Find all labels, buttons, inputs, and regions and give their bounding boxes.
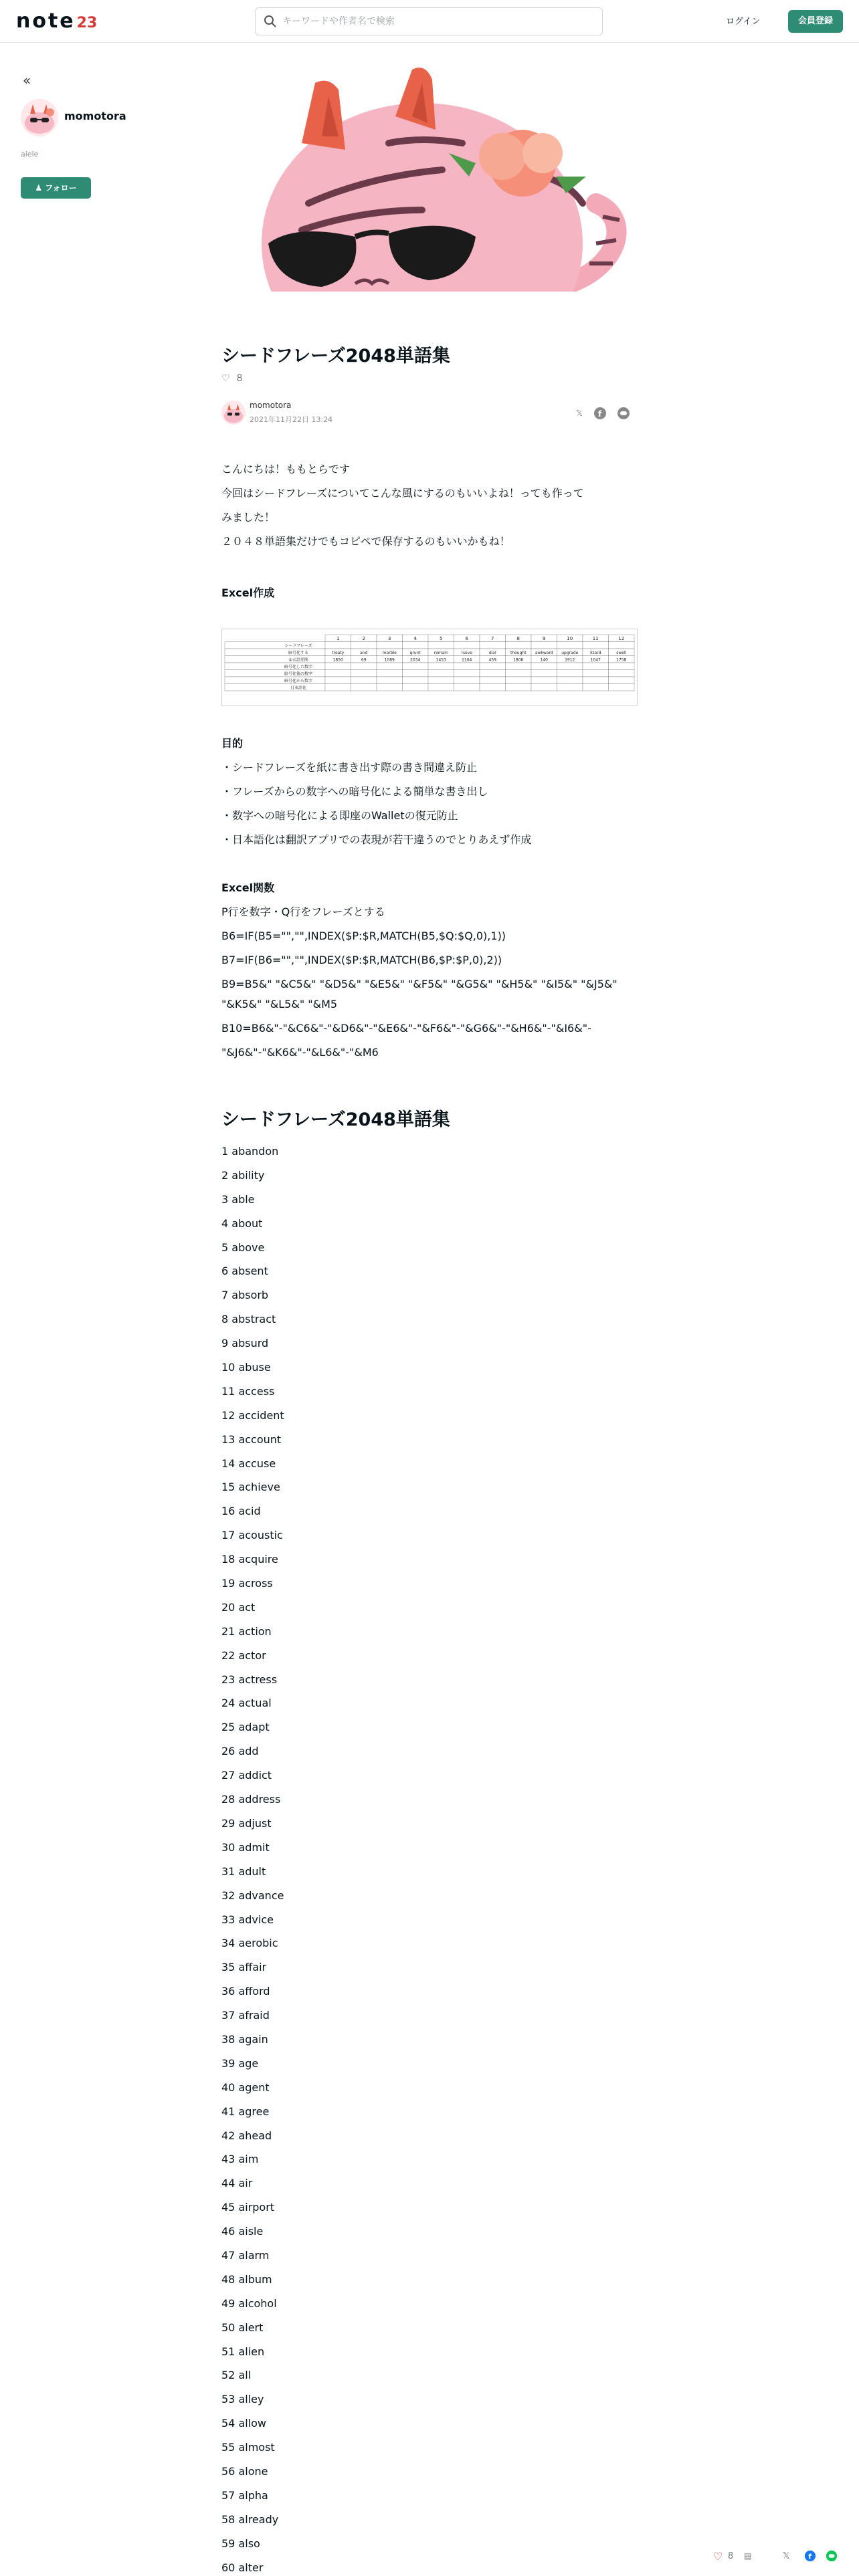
excel-row-label: 暗号化から数字: [284, 679, 313, 683]
excel-phrase-cell: upgrade: [561, 651, 579, 655]
excel-number-cell: 1850: [332, 657, 343, 663]
intro-line: みました！: [221, 511, 276, 524]
excel-row-label: 暗号化する: [288, 651, 309, 655]
excel-phrase-cell: lizard: [590, 651, 601, 655]
word-item: 45 airport: [221, 2201, 275, 2214]
excel-col-header: 9: [543, 636, 546, 641]
word-item: 36 afford: [221, 1985, 270, 1998]
excel-col-header: 6: [465, 636, 468, 641]
word-item: 44 air: [221, 2177, 253, 2190]
excel-number-cell: 1089: [384, 657, 395, 663]
excel-functions-heading: Excel関数: [221, 881, 275, 894]
word-item: 42 ahead: [221, 2129, 272, 2142]
intro-line: ２０４８単語集だけでもコピペで保存するのもいいかもね！: [221, 535, 510, 548]
word-item: 1 abandon: [221, 1145, 279, 1158]
word-item: 49 alcohol: [221, 2296, 277, 2310]
person-add-icon: ♟: [35, 183, 43, 193]
word-item: 6 absent: [221, 1265, 268, 1278]
line-share-icon[interactable]: [826, 2549, 838, 2563]
excel-col-header: 3: [388, 636, 391, 641]
floating-like-count: 8: [728, 2551, 734, 2561]
facebook-share-icon[interactable]: [804, 2549, 816, 2563]
follow-button[interactable]: ♟ フォロー: [21, 177, 91, 199]
function-line: B10=B6&"-"&C6&"-"&D6&"-"&E6&"-"&F6&"-"&G6&"-"&H6&"-"&I6&"-: [221, 1022, 591, 1035]
word-item: 19 across: [221, 1577, 273, 1590]
function-line: "&K5&" "&L5&" "&M5: [221, 998, 338, 1010]
svg-text:f: f: [598, 409, 602, 419]
word-item: 56 alone: [221, 2464, 268, 2478]
intro-line: 今回はシードフレーズについてこんな風にするのもいいよね！っても作って: [221, 487, 584, 500]
excel-number-cell: 1912: [565, 657, 575, 663]
excel-number-cell: 69: [361, 657, 367, 663]
excel-screenshot: [221, 629, 638, 706]
word-item: 16 acid: [221, 1505, 261, 1518]
word-item: 22 actor: [221, 1648, 266, 1662]
word-item: 46 aisle: [221, 2225, 264, 2238]
word-item: 2 ability: [221, 1168, 265, 1182]
excel-col-header: 4: [413, 636, 417, 641]
word-item: 34 aerobic: [221, 1937, 278, 1950]
x-share-icon[interactable]: 𝕏: [576, 409, 583, 418]
word-list: [221, 1144, 639, 2576]
word-item: 31 adult: [221, 1864, 266, 1878]
word-item: 21 action: [221, 1624, 272, 1638]
excel-phrase-cell: thought: [510, 651, 527, 655]
excel-phrase-cell: remain: [434, 651, 448, 655]
excel-phrase-cell: marble: [382, 651, 397, 655]
word-item: 37 afraid: [221, 2009, 270, 2022]
word-item: 33 advice: [221, 1913, 274, 1926]
excel-phrase-cell: grunt: [409, 651, 421, 655]
word-item: 15 achieve: [221, 1481, 280, 1494]
function-line: B6=IF(B5="","",INDEX($P:$R,MATCH(B5,$Q:$Q,0),1)): [221, 930, 506, 942]
excel-number-cell: 1806: [513, 657, 524, 663]
magazine-icon[interactable]: ▤: [744, 2551, 752, 2561]
word-item: 57 alpha: [221, 2488, 268, 2502]
heart-icon[interactable]: ♡: [713, 2549, 723, 2563]
excel-col-header: 8: [516, 636, 520, 641]
excel-number-cell: 1047: [590, 657, 601, 663]
function-line: B9=B5&" "&C5&" "&D5&" "&E5&" "&F5&" "&G5&" "&H5&" "&I5&" "&J5&": [221, 978, 617, 990]
word-item: 59 also: [221, 2537, 260, 2550]
excel-phrase-cell: naive: [461, 651, 472, 655]
excel-col-header: 10: [567, 636, 573, 641]
intro-line: こんにちは！ももとらです: [221, 463, 350, 475]
excel-phrase-cell: awkward: [535, 651, 553, 655]
excel-number-cell: 140: [540, 657, 548, 663]
like-count: 8: [236, 373, 243, 384]
author-mini-avatar[interactable]: [221, 401, 246, 425]
word-item: 54 allow: [221, 2417, 267, 2430]
excel-number-cell: 1453: [436, 657, 446, 663]
word-item: 3 able: [221, 1192, 255, 1206]
excel-number-cell: 2034: [410, 657, 421, 663]
word-item: 35 affair: [221, 1961, 267, 1974]
sidebar-author-name[interactable]: momotora: [64, 110, 126, 122]
function-line: P行を数字・Q行をフレーズとする: [221, 905, 385, 918]
excel-phrase-cell: and: [360, 651, 368, 655]
word-item: 52 all: [221, 2369, 252, 2382]
word-item: 30 admit: [221, 1840, 270, 1854]
word-item: 39 age: [221, 2056, 259, 2070]
hero-illustration: [221, 43, 639, 292]
word-item: 60 alter: [221, 2561, 264, 2574]
note-logo[interactable]: note23: [16, 9, 98, 33]
search-icon: [264, 15, 277, 28]
word-item: 27 addict: [221, 1769, 272, 1782]
word-item: 24 actual: [221, 1697, 272, 1710]
word-item: 7 absorb: [221, 1289, 269, 1302]
word-item: 53 alley: [221, 2393, 264, 2406]
purpose-item: ・日本語化は翻訳アプリでの表現が若干違うのでとりあえず作成: [221, 833, 532, 846]
excel-phrase-cell: dial: [488, 651, 496, 655]
word-item: 47 alarm: [221, 2248, 270, 2262]
excel-row-label: 暗号化した数字: [284, 665, 313, 669]
word-item: 4 about: [221, 1216, 263, 1230]
word-item: 25 adapt: [221, 1721, 270, 1734]
excel-row-label: 日本語化: [290, 685, 307, 691]
word-item: 11 access: [221, 1384, 275, 1398]
search-input[interactable]: [282, 13, 590, 29]
search-box[interactable]: [255, 7, 603, 35]
word-item: 14 accuse: [221, 1457, 276, 1470]
purpose-heading: 目的: [221, 737, 244, 750]
excel-number-cell: 459: [488, 657, 496, 663]
excel-col-header: 5: [440, 636, 443, 641]
signup-button[interactable]: 会員登録: [788, 10, 843, 33]
author-name[interactable]: momotora: [250, 401, 292, 410]
word-item: 38 again: [221, 2032, 268, 2046]
word-item: 50 alert: [221, 2321, 264, 2334]
excel-row-label: シードフレーズ: [284, 643, 312, 649]
excel-col-header: 7: [491, 636, 494, 641]
like-row: [221, 373, 242, 384]
excel-col-header: 11: [592, 636, 599, 641]
function-line: B7=IF(B6="","",INDEX($P:$R,MATCH(B6,$P:$P,0),2)): [221, 954, 502, 966]
purpose-item: ・数字への暗号化による即座のWalletの復元防止: [221, 809, 458, 822]
x-share-icon[interactable]: 𝕏: [783, 2551, 790, 2561]
word-item: 43 aim: [221, 2153, 259, 2166]
word-item: 23 actress: [221, 1673, 278, 1686]
word-item: 17 acoustic: [221, 1529, 283, 1542]
collapse-sidebar-icon[interactable]: «: [23, 72, 31, 88]
word-item: 51 alien: [221, 2345, 265, 2358]
word-item: 8 abstract: [221, 1313, 276, 1326]
word-item: 40 agent: [221, 2080, 270, 2094]
excel-row-label: ②言語変換: [288, 657, 308, 663]
purpose-item: ・フレーズからの数字への暗号化による簡単な書き出し: [221, 785, 488, 798]
word-item: 48 album: [221, 2272, 272, 2286]
excel-heading: Excel作成: [221, 586, 275, 599]
excel-col-header: 1: [337, 636, 340, 641]
floating-action-bar: [706, 2544, 859, 2568]
word-item: 5 above: [221, 1241, 265, 1254]
site-header: [0, 0, 859, 43]
author-avatar[interactable]: [21, 99, 58, 136]
word-item: 26 add: [221, 1745, 259, 1758]
function-line: "&J6&"-"&K6&"-"&L6&"-"&M6: [221, 1046, 379, 1059]
word-item: 58 already: [221, 2512, 279, 2526]
word-item: 20 act: [221, 1600, 256, 1614]
word-item: 12 accident: [221, 1408, 284, 1422]
excel-col-header: 2: [362, 636, 365, 641]
excel-number-cell: 1164: [462, 657, 472, 663]
facebook-share-icon[interactable]: [593, 406, 607, 421]
word-item: 13 account: [221, 1432, 282, 1446]
word-item: 10 abuse: [221, 1361, 271, 1374]
word-item: 55 almost: [221, 2441, 275, 2454]
author-meta: [221, 399, 639, 426]
word-item: 29 adjust: [221, 1816, 272, 1830]
excel-phrase-cell: swell: [616, 651, 627, 655]
sidebar-author-bio: aiele: [21, 150, 39, 158]
purpose-item: ・シードフレーズを紙に書き出す際の書き間違え防止: [221, 761, 478, 774]
excel-phrase-cell: treaty: [332, 651, 345, 655]
word-item: 18 acquire: [221, 1553, 278, 1566]
svg-text:f: f: [808, 2552, 812, 2561]
heart-icon[interactable]: ♡: [221, 373, 230, 384]
publish-date: 2021年11月22日 13:24: [250, 415, 333, 424]
excel-number-cell: 1758: [616, 657, 627, 663]
word-item: 32 advance: [221, 1889, 284, 1902]
excel-col-header: 12: [618, 636, 625, 641]
excel-row-label: 暗号化後の数字: [284, 671, 313, 677]
article-title: シードフレーズ2048単語集: [221, 346, 450, 366]
word-item: 28 address: [221, 1793, 281, 1806]
word-item: 41 agree: [221, 2105, 270, 2118]
word-item: 9 absurd: [221, 1337, 269, 1350]
login-link[interactable]: ログイン: [726, 17, 761, 27]
section-title: シードフレーズ2048単語集: [221, 1109, 450, 1130]
line-share-icon[interactable]: [616, 406, 631, 421]
